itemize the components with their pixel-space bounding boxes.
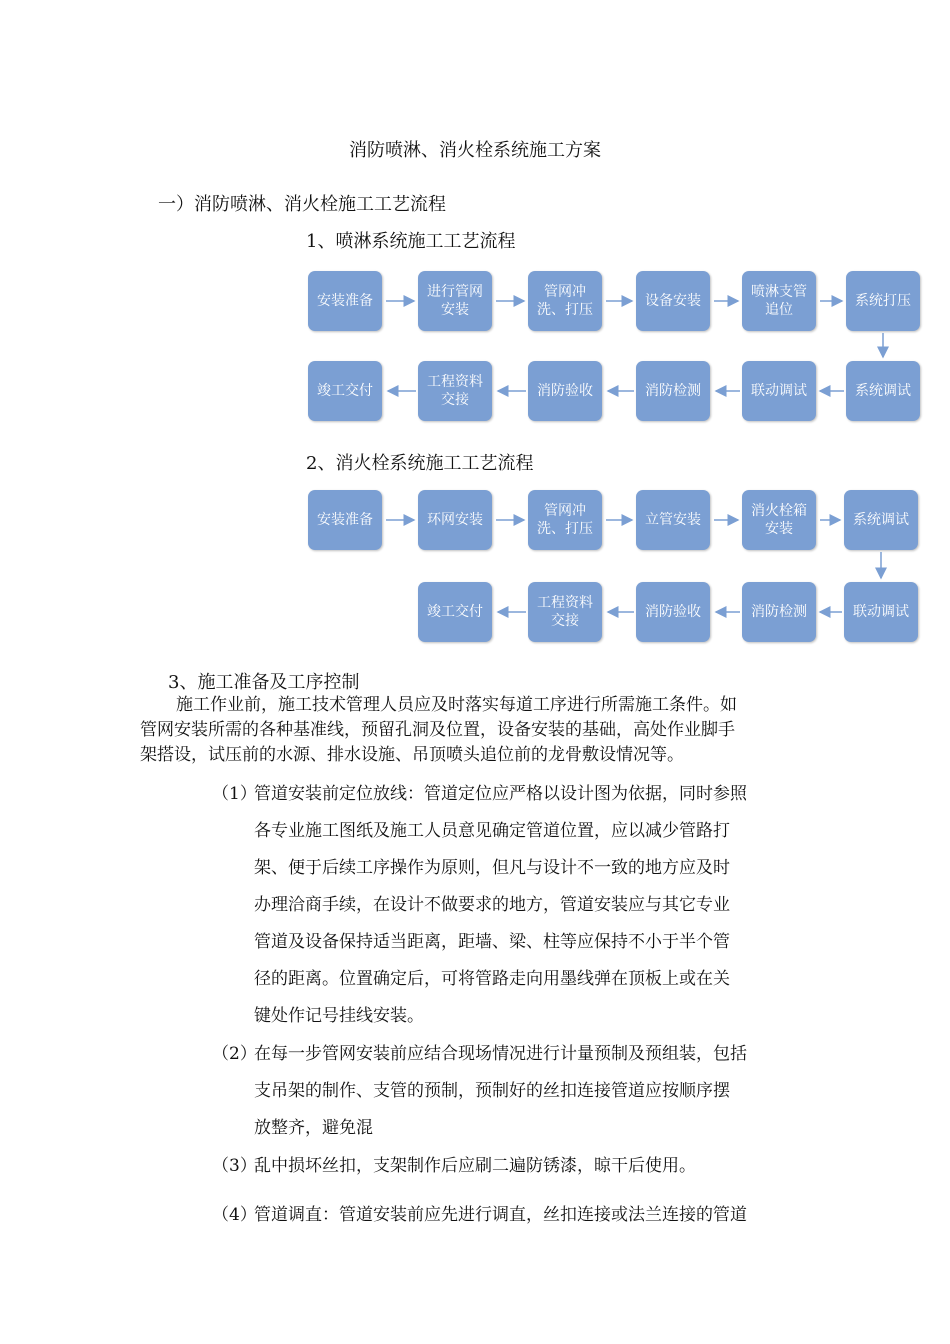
- flow2-step-11: 竣工交付: [418, 582, 492, 642]
- flow1-step-4: 设备安装: [636, 271, 710, 331]
- flow1-step-12: 竣工交付: [308, 361, 382, 421]
- flow1-step-8: 联动调试: [742, 361, 816, 421]
- flow2-step-4: 立管安装: [636, 490, 710, 550]
- list-item-text: [254, 776, 832, 1035]
- list-item-text: [254, 1197, 832, 1234]
- list-item-3: [212, 1148, 832, 1185]
- list-item-text: [254, 1148, 832, 1185]
- list-line: 管道安装前定位放线：管道定位应严格以设计图为依据，同时参照: [254, 784, 747, 804]
- list-line: 管道调直：管道安装前应先进行调直，丝扣连接或法兰连接的管道: [254, 1205, 747, 1225]
- flow1-step-2: 进行管网安装: [418, 271, 492, 331]
- list-item-4: [212, 1197, 832, 1234]
- list-line: 放整齐，避免混: [254, 1118, 373, 1138]
- list-line: 各专业施工图纸及施工人员意见确定管道位置，应以减少管路打: [254, 821, 730, 841]
- list-line: 管道及设备保持适当距离，距墙、梁、柱等应保持不小于半个管: [254, 932, 730, 952]
- flow2-step-3: 管网冲洗、打压: [528, 490, 602, 550]
- flow1-step-3: 管网冲洗、打压: [528, 271, 602, 331]
- list-line: 径的距离。位置确定后，可将管路走向用墨线弹在顶板上或在关: [254, 969, 730, 989]
- list-line: 乱中损坏丝扣，支架制作后应刷二遍防锈漆，晾干后使用。: [254, 1156, 696, 1176]
- list-item-label: （4）: [212, 1205, 257, 1225]
- flow1-step-7: 系统调试: [846, 361, 920, 421]
- list-line: 办理洽商手续，在设计不做要求的地方，管道安装应与其它专业: [254, 895, 730, 915]
- flow2-step-1: 安装准备: [308, 490, 382, 550]
- flow2-step-6: 系统调试: [844, 490, 918, 550]
- list-line: 架、便于后续工序操作为原则，但凡与设计不一致的地方应及时: [254, 858, 730, 878]
- flow1-step-6: 系统打压: [846, 271, 920, 331]
- flow1-step-9: 消防检测: [636, 361, 710, 421]
- list-item-label: （3）: [212, 1156, 257, 1176]
- subheading-sprinkler-flow: 1、喷淋系统施工工艺流程: [306, 231, 516, 252]
- subheading-preparation: 3、施工准备及工序控制: [168, 672, 360, 693]
- paragraph-line: 架搭设，试压前的水源、排水设施、吊顶喷头追位前的龙骨敷设情况等。: [140, 745, 684, 765]
- paragraph-line: 施工作业前，施工技术管理人员应及时落实每道工序进行所需施工条件。如: [176, 695, 737, 715]
- list-item-text: [254, 1036, 832, 1147]
- flow2-step-2: 环网安装: [418, 490, 492, 550]
- intro-paragraph: [140, 693, 820, 768]
- flow1-step-11: 工程资料交接: [418, 361, 492, 421]
- list-item-2: [212, 1036, 832, 1147]
- page-title: 消防喷淋、消火栓系统施工方案: [349, 140, 601, 161]
- list-line: 在每一步管网安装前应结合现场情况进行计量预制及预组装，包括: [254, 1044, 747, 1064]
- list-item-label: （1）: [212, 784, 257, 804]
- section-heading-1: 一）消防喷淋、消火栓施工工艺流程: [158, 194, 446, 215]
- list-line: 支吊架的制作、支管的预制，预制好的丝扣连接管道应按顺序摆: [254, 1081, 730, 1101]
- flow2-step-10: 工程资料交接: [528, 582, 602, 642]
- flow2-step-5: 消火栓箱安装: [742, 490, 816, 550]
- flow1-step-5: 喷淋支管追位: [742, 271, 816, 331]
- flow2-step-9: 消防验收: [636, 582, 710, 642]
- list-item-label: （2）: [212, 1044, 257, 1064]
- list-item-1: [212, 776, 832, 1035]
- subheading-hydrant-flow: 2、消火栓系统施工工艺流程: [306, 453, 534, 474]
- flow2-step-8: 消防检测: [742, 582, 816, 642]
- flow1-step-10: 消防验收: [528, 361, 602, 421]
- paragraph-line: 管网安装所需的各种基准线，预留孔洞及位置，设备安装的基础，高处作业脚手: [140, 720, 735, 740]
- flow2-step-7: 联动调试: [844, 582, 918, 642]
- flow1-step-1: 安装准备: [308, 271, 382, 331]
- list-line: 键处作记号挂线安装。: [254, 1006, 424, 1026]
